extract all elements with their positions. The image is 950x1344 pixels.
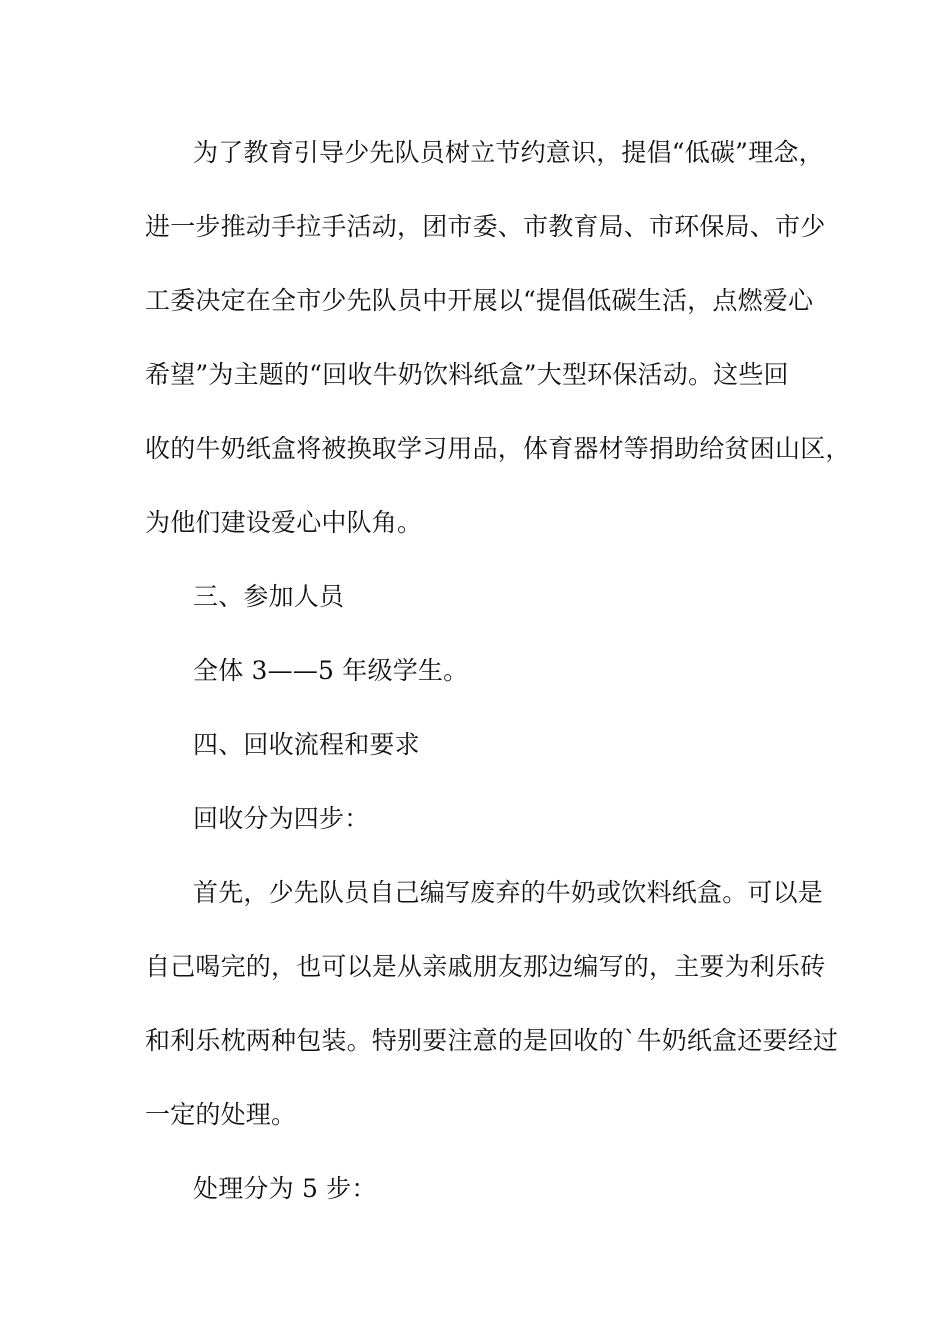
paragraph-line: 自己喝完的，也可以是从亲戚朋友那边编写的，主要为利乐砖: [145, 952, 826, 981]
paragraph-line: 全体 3——5 年级学生。: [193, 656, 469, 685]
paragraph-line: 处理分为 5 步：: [193, 1174, 377, 1203]
section-heading: 三、参加人员: [193, 582, 345, 611]
paragraph-line: 首先，少先队员自己编写废弃的牛奶或饮料纸盒。可以是: [193, 878, 824, 907]
paragraph-line: 希望”为主题的“回收牛奶饮料纸盒”大型环保活动。这些回: [145, 360, 789, 389]
paragraph-line: 回收分为四步：: [193, 804, 370, 833]
paragraph-line: 工委决定在全市少先队员中开展以“提倡低碳生活，点燃爱心: [145, 286, 814, 315]
paragraph-line: 为了教育引导少先队员树立节约意识，提倡“低碳”理念，: [193, 138, 824, 167]
paragraph-line: 一定的处理。: [145, 1100, 297, 1129]
paragraph-line: 进一步推动手拉手活动，团市委、市教育局、市环保局、市少: [145, 212, 826, 241]
section-heading: 四、回收流程和要求: [193, 730, 420, 759]
paragraph-line: 为他们建设爱心中队角。: [145, 508, 423, 537]
paragraph-line: 和利乐枕两种包装。特别要注意的是回收的`牛奶纸盒还要经过: [145, 1026, 839, 1055]
paragraph-line: 收的牛奶纸盒将被换取学习用品，体育器材等捐助给贫困山区，: [145, 434, 851, 463]
